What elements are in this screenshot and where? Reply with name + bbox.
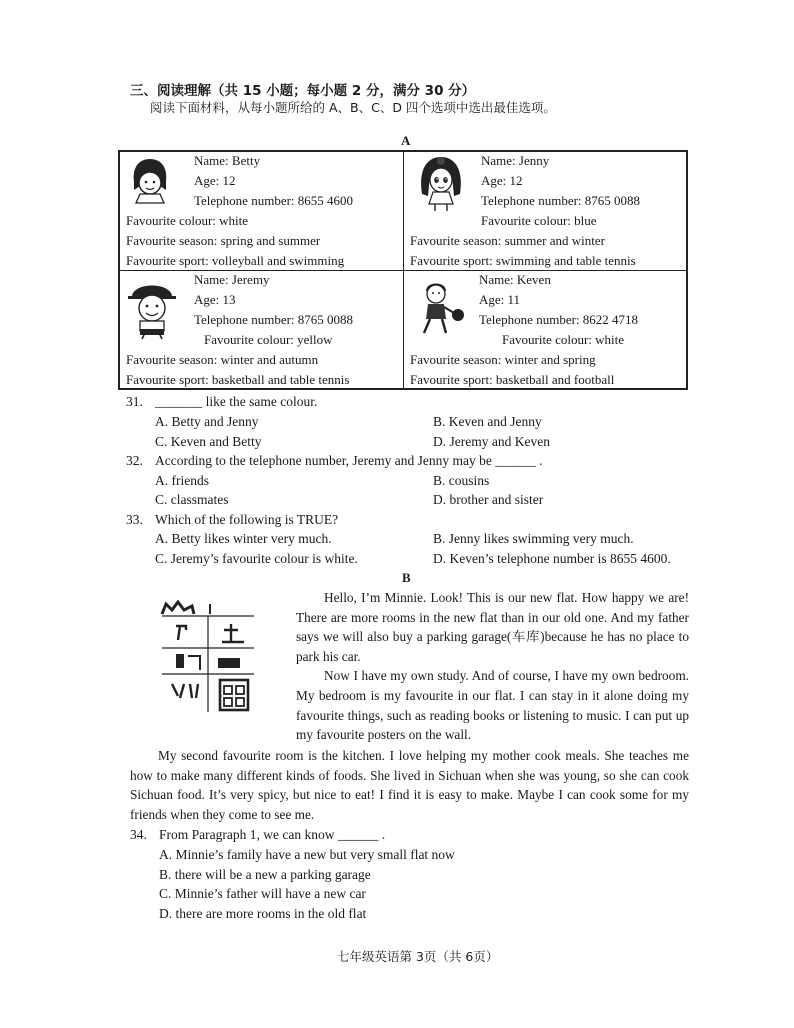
passage-b-full-width — [130, 746, 689, 824]
paragraph-3: My second favourite room is the kitchen. I love helping my mother cook meals. She teaches me how to make many different kinds of foods. She lived in Sichuan when she was young, so she can cook Sichuan food. It’s very spicy, but nice to eat! I find it is easy to make. Maybe I can cook some for my friends when they come to see me. — [130, 748, 689, 822]
card-phone: Telephone number: 8765 0088 — [194, 312, 354, 327]
card-sport: Favourite sport: basketball and table tennis — [126, 372, 350, 387]
option-b: B. Jenny likes swimming very much. — [433, 531, 634, 546]
option-c: C. classmates — [155, 492, 229, 507]
paragraph-1: Hello, I’m Minnie. Look! This is our new flat. How happy we are! There are more rooms in the new flat than in our old one. And my father says we will also buy a parking garage(车库)because he has no place to park his car. — [296, 590, 689, 664]
card-season: Favourite season: summer and winter — [410, 233, 605, 248]
card-colour: Favourite colour: white — [502, 332, 625, 347]
card-age: Age: 13 — [194, 292, 236, 307]
option-a: A. friends — [155, 473, 209, 488]
section-title: 三、阅读理解（共 15 小题；每小题 2 分，满分 30 分） — [130, 83, 476, 99]
question-number: 32. — [126, 453, 143, 468]
card-name: Name: Betty — [194, 153, 261, 168]
card-colour: Favourite colour: blue — [481, 213, 597, 228]
card-phone: Telephone number: 8765 0088 — [481, 193, 641, 208]
card-season: Favourite season: spring and summer — [126, 233, 321, 248]
card-name: Name: Jeremy — [194, 272, 270, 287]
card-age: Age: 12 — [194, 173, 236, 188]
profile-card-jenny — [403, 152, 686, 270]
card-phone: Telephone number: 8655 4600 — [194, 193, 354, 208]
option-b: B. Keven and Jenny — [433, 414, 542, 429]
option-b: B. cousins — [433, 473, 490, 488]
option-d: D. Keven’s telephone number is 8655 4600. — [433, 551, 671, 566]
card-season: Favourite season: winter and spring — [410, 352, 596, 367]
profile-card-betty — [120, 152, 403, 270]
question-number: 31. — [126, 394, 143, 409]
paragraph-2: Now I have my own study. And of course, I have my own bedroom. My bedroom is my favourite in our flat. I can stay in it alone doing my favourite things, such as reading books or listening to music. I can put up my favourite posters on the wall. — [296, 668, 689, 743]
passage-a-label: A — [401, 133, 411, 148]
girl-with-dark-hair-icon — [126, 156, 174, 204]
option-a: A. Betty and Jenny — [155, 414, 259, 429]
card-name: Name: Jenny — [481, 153, 550, 168]
question-stem: From Paragraph 1, we can know ______ . — [159, 827, 386, 842]
card-sport: Favourite sport: volleyball and swimming — [126, 253, 345, 268]
question-number: 33. — [126, 512, 143, 527]
question-stem: _______ like the same colour. — [155, 394, 318, 409]
boy-playing-basketball-icon — [414, 277, 468, 337]
option-b: B. there will be a new a parking garage — [159, 867, 371, 882]
passage-b-label: B — [402, 570, 411, 585]
apartment-building-sketch-icon — [158, 600, 258, 718]
card-name: Name: Keven — [479, 272, 551, 287]
card-sport: Favourite sport: swimming and table tennis — [410, 253, 636, 268]
question-stem: According to the telephone number, Jeremy and Jenny may be ______ . — [155, 453, 543, 468]
option-d: D. brother and sister — [433, 492, 544, 507]
card-sport: Favourite sport: basketball and football — [410, 372, 615, 387]
page-footer: 七年级英语第 3页（共 6页） — [337, 949, 499, 964]
section-instruction: 阅读下面材料，从每小题所给的 A、B、C、D 四个选项中选出最佳选项。 — [150, 100, 556, 115]
passage-b-right-column — [296, 588, 689, 745]
profile-card-jeremy — [120, 270, 403, 388]
profile-table — [118, 150, 688, 390]
card-age: Age: 12 — [481, 173, 523, 188]
card-colour: Favourite colour: white — [126, 213, 249, 228]
card-phone: Telephone number: 8622 4718 — [479, 312, 639, 327]
option-c: C. Minnie’s father will have a new car — [159, 886, 366, 901]
option-c: C. Jeremy’s favourite colour is white. — [155, 551, 358, 566]
boy-with-cap-icon — [124, 276, 180, 340]
option-d: D. there are more rooms in the old flat — [159, 906, 367, 921]
card-season: Favourite season: winter and autumn — [126, 352, 319, 367]
option-c: C. Keven and Betty — [155, 434, 262, 449]
card-age: Age: 11 — [479, 292, 521, 307]
option-a: A. Betty likes winter very much. — [155, 531, 332, 546]
card-colour: Favourite colour: yellow — [204, 332, 333, 347]
question-stem: Which of the following is TRUE? — [155, 512, 339, 527]
option-a: A. Minnie’s family have a new but very small flat now — [159, 847, 455, 862]
option-d: D. Jeremy and Keven — [433, 434, 550, 449]
question-number: 34. — [130, 827, 147, 842]
profile-card-keven — [403, 270, 686, 388]
girl-with-long-hair-icon — [416, 154, 466, 212]
